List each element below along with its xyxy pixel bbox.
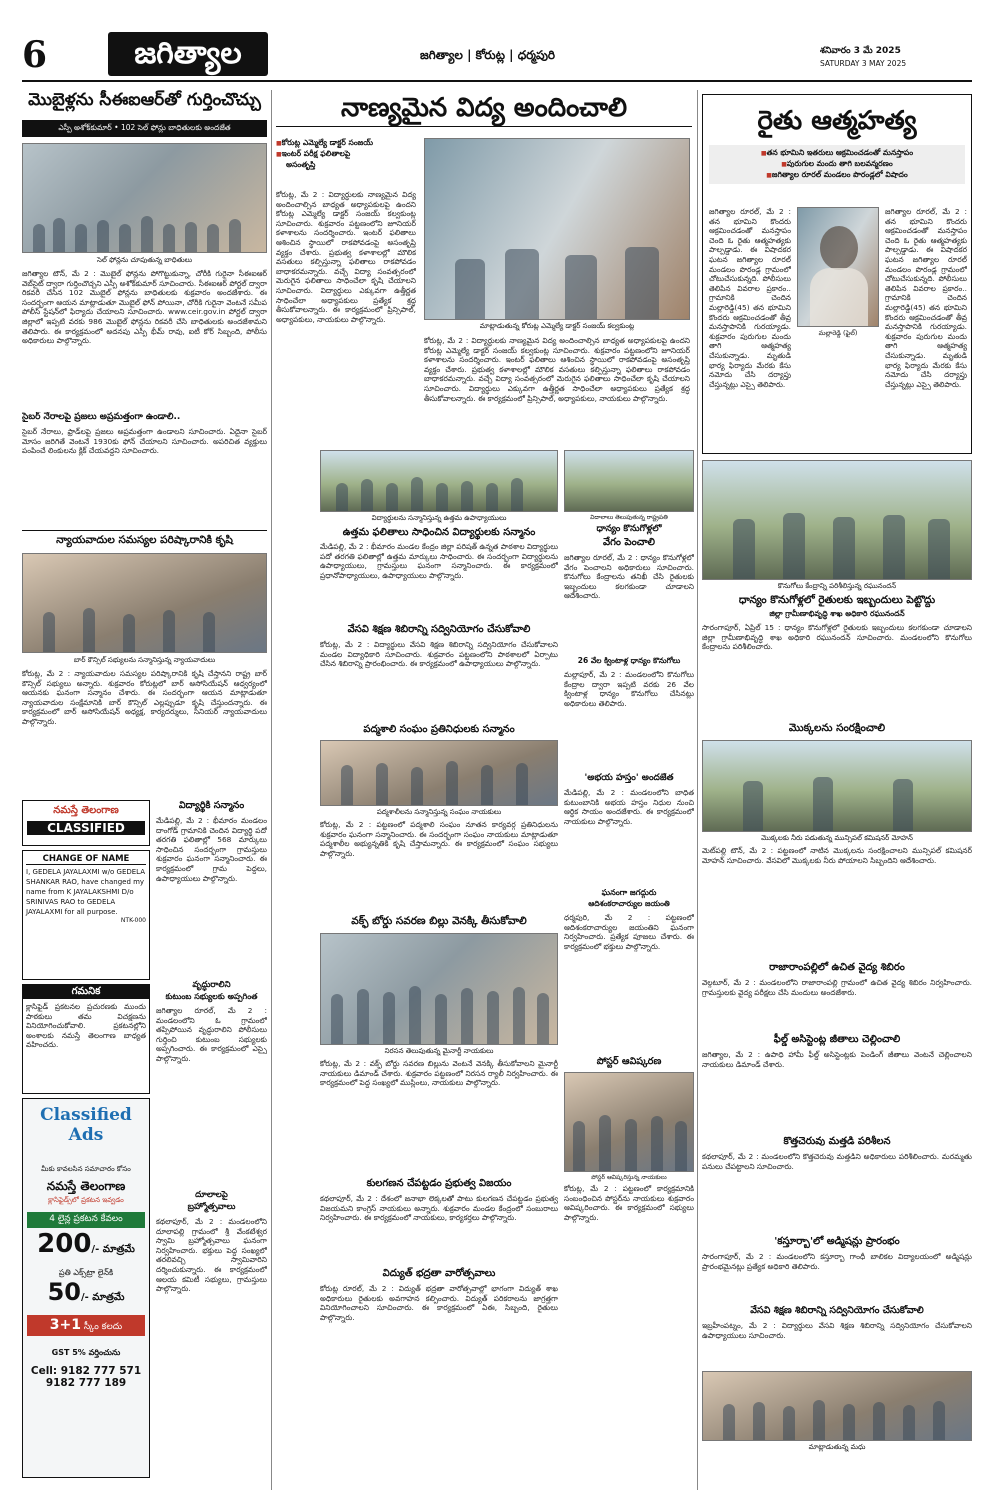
offer-value: 3+1 xyxy=(49,1317,82,1333)
main-headline: నాణ్యమైన విద్య అందించాలి xyxy=(276,90,692,127)
headline-toppers: ఉత్తమ ఫలితాలు సాధించిన విద్యార్థులకు సన్మానం xyxy=(342,527,536,538)
ads-logo: Classified Ads xyxy=(40,1105,132,1145)
district-name: జగిత్యాల xyxy=(134,36,242,71)
brief-3-body: కథలాపూర్, మే 2 : మండలంలోని దూలాపల్లి గ్రామంలో శ్రీ వేంకటేశ్వర స్వామి బ్రహ్మోత్సవాలు ఘనంగా నిర్వహించారు. భక్తులు పెద్ద సంఖ్యలో తరలివచ్చి స్వామివారిని దర్శించుకున్నారు. ఈ కార్యక్రమంలో ఆలయ కమిటీ సభ్యులు, గ్రామస్తులు పాల్గొన్నారు. xyxy=(156,1217,267,1294)
bullet-1: ■ తన భూమిని ఇతరులు ఆక్రమించడంతో మనస్తాపం xyxy=(715,148,959,159)
change-of-name-ad xyxy=(22,850,150,980)
body-shankaracharya: ధర్మపురి, మే 2 : పట్టణంలో ఆదిశంకరాచార్యుల జయంతిని ఘనంగా నిర్వహించారు. ప్రత్యేక పూజలు చేశారు. ఈ కార్యక్రమంలో భక్తులు పాల్గొన్నారు. xyxy=(564,913,694,951)
photo-caption-grain: విదాలాలు తెలుపుతున్న రాష్ట్రపతి xyxy=(590,514,668,521)
price-1 xyxy=(23,1230,149,1264)
body-lake: కథలాపూర్, మే 2 : మండలంలోని కొత్తచెరువు మత్తడిని అధికారులు పరిశీలించారు. మరమ్మతు పనులు చేపట్టాలని సూచించారు. xyxy=(702,1152,972,1171)
headline-grain: ధాన్యం కొనుగోళ్లలో xyxy=(596,524,662,534)
headline-padmashali: పద్మశాలి సంఘం ప్రతినిధులకు సన్మానం xyxy=(363,724,515,735)
gst-note: GST 5% వర్తించును xyxy=(51,1348,121,1357)
ads-brand: నమస్తే తెలంగాణ xyxy=(46,1179,126,1193)
price-2-suffix: /- మాత్రమే xyxy=(80,1292,125,1303)
price-line-2: ప్రతి ఎక్స్‌ట్రా లైన్‌కి xyxy=(58,1268,114,1277)
date-english: SATURDAY 3 MAY 2025 xyxy=(820,59,907,68)
article-mobiles xyxy=(22,90,267,530)
price-2 xyxy=(23,1279,149,1311)
farmer-bullets xyxy=(709,145,965,184)
body-caste-census: కథలాపూర్, మే 2 : దేశంలో జనాభా లెక్కలతో పాటు కులగణన చేపట్టడం ప్రభుత్వ విజయమని కాంగ్రెస్ నాయకులు అన్నారు. శుక్రవారం మండల కేంద్రంలో సంబురాలు నిర్వహించారు. ఈ కార్యక్రమంలో నాయకులు, కార్యకర్తలు పాల్గొన్నారు. xyxy=(320,1194,558,1223)
brief-2-subheadline: కుటుంబ సభ్యులకు అప్పగింత xyxy=(165,992,258,1001)
ads-line: క్లాసిఫైడ్స్‌లో ప్రకటన ఇవ్వడం xyxy=(48,1196,124,1204)
photo-caption: సెల్ ఫోన్లను చూపుతున్న బాధితులు xyxy=(96,256,193,264)
bullet-3: అసంతృప్తి xyxy=(286,160,316,169)
photo-grain xyxy=(564,450,694,512)
farmer-body-2: జగిత్యాల రూరల్, మే 2 : తన భూమిని కొందరు ఆక్రమించడంతో మనస్తాపం చెంది ఓ రైతు ఆత్మహత్యకు పాల్పడ్డాడు. ఈ విషాదకర ఘటన జగిత్యాల రూరల్ మండలం పొరండ్ల గ్రామంలో చోటుచేసుకున్నది. పోలీసులు తెలిపిన వివరాల ప్రకారం.. గ్రామానికి చెందిన మల్లారెడ్డి(45) తన భూమిని కొందరు ఆక్రమించడంతో తీవ్ర మనస్తాపానికి గురయ్యాడు. శుక్రవారం పురుగుల మందు తాగి ఆత్మహత్య చేసుకున్నాడు. మృతుడి భార్య ఫిర్యాదు మేరకు కేసు నమోదు చేసి దర్యాప్తు చేస్తున్నట్లు ఎస్సై తెలిపారు. xyxy=(885,207,967,389)
article-body: జగిత్యాల టౌన్, మే 2 : మొబైల్ ఫోన్లను పోగొట్టుకున్నా, చోరీకి గురైనా సీఈఐఆర్ వెబ్‌సైట్ ద్వారా గుర్తించొచ్చని ఎస్పీ అశోక్‌కుమార్ సూచించారు. సీఈఐఆర్ పోర్టల్ ద్వారా రికవరీ చేసిన 102 మొబైల్ ఫోన్లను బాధితులకు శుక్రవారం అందజేశారు. ఈ సందర్భంగా ఆయన మాట్లాడుతూ మొబైల్ ఫోన్ పోయినా, చోరీకి గురైనా వెంటనే సమీప పోలీస్ స్టేషన్‌లో ఫిర్యాదు చేయాలని సూచించారు. www.ceir.gov.in పోర్టల్ ద్వారా జిల్లాలో ఇప్పటి వరకు 986 మొబైల్ ఫోన్లను రికవరీ చేసి బాధితులకు అందజేశామని తెలిపారు. ఈ కార్యక్రమంలో అదనపు ఎస్పీ భీమ్ రావు, ఐటీ కోర్ సిబ్బంది, పోలీసు అధికారులు పాల్గొన్నారు. xyxy=(22,269,267,346)
headline: న్యాయవాదుల సమస్యల పరిష్కారానికి కృషి xyxy=(22,530,267,549)
headline-poster: పోస్టర్ ఆవిష్కరణ xyxy=(596,1056,662,1067)
headline-shankaracharya: ఘనంగా జగద్గురు xyxy=(601,888,657,897)
photo-plants xyxy=(702,740,972,832)
offer-suffix: స్కీం కలదు xyxy=(83,1322,123,1332)
headline-abhaya: 'అభయ హస్తం' అందజేత xyxy=(584,773,674,783)
body-grain: జగిత్యాల రూరల్, మే 2 : ధాన్యం కొనుగోళ్లలో వేగం పెంచాలని అధికారులు సూచించారు. కొనుగోలు కేంద్రాలను తనిఖీ చేసి రైతులకు ఇబ్బందులు కలగకుండా చూడాలని ఆదేశించారు. xyxy=(564,553,694,601)
con-title: CHANGE OF NAME xyxy=(26,854,146,865)
photo-victims xyxy=(22,143,267,253)
classified-label: CLASSIFIED xyxy=(27,821,145,835)
main-body-continued: కోరుట్ల, మే 2 : విద్యార్థులకు నాణ్యమైన విద్య అందించాల్సిన బాధ్యత అధ్యాపకులపై ఉందని కోరుట్ల ఎమ్మెల్యే డాక్టర్ సంజయ్ కల్వకుంట్ల సూచించారు. శుక్రవారం పట్టణంలోని జూనియర్ కళాశాలను సందర్శించారు. ఇంటర్ ఫలితాలు ఆశించిన స్థాయిలో రాకపోవడంపై అసంతృప్తి వ్యక్తం చేశారు. ప్రభుత్వ కళాశాలల్లో మౌలిక వసతులు కల్పిస్తున్నా ఫలితాలు రాకపోవడం బాధాకరమన్నారు. వచ్చే విద్యా సంవత్సరంలో మెరుగైన ఫలితాలు సాధించేలా కృషి చేయాలని సూచించారు. విద్యార్థులు ఎక్కువగా ఉత్తీర్ణత సాధించేలా అధ్యాపకులు ప్రత్యేక శ్రద్ధ తీసుకోవాలన్నారు. ఈ కార్యక్రమంలో ప్రిన్సిపాల్, అధ్యాపకులు, నాయకులు పాల్గొన్నారు. xyxy=(424,336,690,403)
price-line-1: 4 లైన్ల ప్రకటన కేవలం xyxy=(27,1212,145,1228)
column-4 xyxy=(564,450,694,1490)
photo-students xyxy=(320,450,558,512)
notice-box xyxy=(22,984,150,1094)
photo-caption-speech: మాట్లాడుతున్న మధు xyxy=(808,1443,866,1451)
photo-caption-plants: మొక్కలకు నీరు పడుతున్న మున్సిపల్ కమిషనర్ మోహన్ xyxy=(761,834,913,842)
brief-3-headline: దూలాలపై xyxy=(195,1190,228,1200)
body-electricity: కోరుట్ల రూరల్, మే 2 : విద్యుత్ భద్రతా వారోత్సవాల్లో భాగంగా విద్యుత్ శాఖ అధికారులు రైతులకు అవగాహన కల్పించారు. విద్యుత్ పరికరాలను జాగ్రత్తగా వినియోగించాలని సూచించారు. ఈ కార్యక్రమంలో ఏఈ, సిబ్బంది, రైతులు పాల్గొన్నారు. xyxy=(320,1284,558,1322)
column-divider xyxy=(697,90,698,1490)
price-2-value: 50 xyxy=(47,1278,81,1306)
photo-caption-waqf: నిరసన తెలుపుతున్న మైనార్టీ నాయకులు xyxy=(384,1047,494,1055)
body-poster: కోరుట్ల, మే 2 : పట్టణంలో కార్యక్రమానికి సంబంధించిన పోస్టర్‌ను నాయకులు శుక్రవారం ఆవిష్కరించారు. ఈ కార్యక్రమంలో సభ్యులు పాల్గొన్నారు. xyxy=(564,1184,694,1222)
subheadline-procurement: జిల్లా గ్రామీణాభివృద్ధి శాఖ అధికారి రఘునందన్ xyxy=(769,609,905,618)
farmer-photo-caption: మల్లారెడ్డి (ఫైల్) xyxy=(818,329,858,337)
headline-field-assistants: ఫీల్డ్ అసిస్టెంట్ల జీతాలు చెల్లించాలి xyxy=(773,1034,901,1045)
price-1-suffix: /- మాత్రమే xyxy=(91,1244,135,1255)
farmer-body-1: జగిత్యాల రూరల్, మే 2 : తన భూమిని కొందరు ఆక్రమించడంతో మనస్తాపం చెంది ఓ రైతు ఆత్మహత్యకు పాల్పడ్డాడు. ఈ విషాదకర ఘటన జగిత్యాల రూరల్ మండలం పొరండ్ల గ్రామంలో చోటుచేసుకున్నది. పోలీసులు తెలిపిన వివరాల ప్రకారం.. గ్రామానికి చెందిన మల్లారెడ్డి(45) తన భూమిని కొందరు ఆక్రమించడంతో తీవ్ర మనస్తాపానికి గురయ్యాడు. శుక్రవారం పురుగుల మందు తాగి ఆత్మహత్య చేసుకున్నాడు. మృతుడి భార్య ఫిర్యాదు మేరకు కేసు నమోదు చేసి దర్యాప్తు చేస్తున్నట్లు ఎస్సై తెలిపారు. xyxy=(709,207,791,389)
photo-caption-procurement: కొనుగోలు కేంద్రాన్ని పరిశీలిస్తున్న రఘునందన్ xyxy=(777,582,897,590)
column-5 xyxy=(702,460,972,1490)
masthead xyxy=(0,0,981,82)
farmer-photo xyxy=(797,207,879,327)
body-waqf: కోరుట్ల, మే 2 : వక్ఫ్ బోర్డు సవరణ బిల్లును వెంటనే వెనక్కి తీసుకోవాలని మైనార్టీ నాయకులు డిమాండ్ చేశారు. శుక్రవారం పట్టణంలో నిరసన ర్యాలీ నిర్వహించారు. ఈ కార్యక్రమంలో పెద్ద సంఖ్యలో ముస్లింలు, నాయకులు పాల్గొన్నారు. xyxy=(320,1059,558,1088)
main-body: కోరుట్ల, మే 2 : విద్యార్థులకు నాణ్యమైన విద్య అందించాల్సిన బాధ్యత అధ్యాపకులపై ఉందని కోరుట్ల ఎమ్మెల్యే డాక్టర్ సంజయ్ కల్వకుంట్ల సూచించారు. శుక్రవారం పట్టణంలోని జూనియర్ కళాశాలను సందర్శించారు. ఇంటర్ ఫలితాలు ఆశించిన స్థాయిలో రాకపోవడంపై అసంతృప్తి వ్యక్తం చేశారు. ప్రభుత్వ కళాశాలల్లో మౌలిక వసతులు కల్పిస్తున్నా ఫలితాలు రాకపోవడం బాధాకరమన్నారు. వచ్చే విద్యా సంవత్సరంలో మెరుగైన ఫలితాలు సాధించేలా కృషి చేయాలని సూచించారు. విద్యార్థులు ఎక్కువగా ఉత్తీర్ణత సాధించేలా అధ్యాపకులు ప్రత్యేక శ్రద్ధ తీసుకోవాలన్నారు. ఈ కార్యక్రమంలో ప్రిన్సిపాల్, అధ్యాపకులు, నాయకులు పాల్గొన్నారు. xyxy=(276,190,416,324)
headline-waqf: వక్ఫ్ బోర్డు సవరణ బిల్లు వెనక్కి తీసుకోవాలి xyxy=(351,915,527,927)
headline-shankaracharya-2: ఆదిశంకరాచార్యుల జయంతి xyxy=(588,899,670,908)
main-photo xyxy=(424,138,690,320)
section-subtitle: జగిత్యాల | కోరుట్ల | ధర్మపురి xyxy=(420,48,556,62)
bullet-2: ■ ఇంటర్ పరీక్ష ఫలితాలపై xyxy=(276,149,416,160)
classified-header xyxy=(22,800,150,846)
photo-advocates xyxy=(22,553,267,653)
headline-lake: కొత్తచెరువు మత్తడి పరిశీలన xyxy=(783,1136,891,1147)
main-story xyxy=(276,90,692,445)
subheading: సైబర్ నేరాలపై ప్రజలు అప్రమత్తంగా ఉండాలి.. xyxy=(22,412,181,422)
body-medical-camp: వెల్గటూర్, మే 2 : మండలంలోని రాజారాంపల్లి గ్రామంలో ఉచిత వైద్య శిబిరం నిర్వహించారు. గ్రామస్తులకు వైద్య పరీక్షలు చేసి మందులు అందజేశారు. xyxy=(702,978,972,997)
body-kasturba: సారంగాపూర్, మే 2 : మండలంలోని కస్తూర్బా గాంధీ బాలికల విద్యాలయంలో అడ్మిషన్లు ప్రారంభమైనట్లు ప్రత్యేక అధికారి తెలిపారు. xyxy=(702,1252,972,1271)
headline-procurement: ధాన్యం కొనుగోళ్లలో రైతులకు ఇబ్బందులు పెట్టొద్దు xyxy=(738,594,936,606)
classified-brand: నమస్తే తెలంగాణ xyxy=(53,805,119,816)
headline-plants: మొక్కలను సంరక్షించాలి xyxy=(788,722,886,734)
headline-summer-camp: వేసవి శిక్షణ శిబిరాన్ని సద్వినియోగం చేసుకోవాలి xyxy=(347,624,531,635)
offer xyxy=(27,1315,145,1336)
body-procurement: సారంగాపూర్, ఏప్రిల్ 15 : ధాన్యం కొనుగోళ్లలో రైతులకు ఇబ్బందులు కలగకుండా చూడాలని జిల్లా గ్రామీణాభివృద్ధి శాఖ అధికారి రఘునందన్ సూచించారు. మండలంలోని కొనుగోలు కేంద్రాలను పరిశీలించారు. xyxy=(702,623,972,652)
headline-26k: 26 వేల క్వింటాళ్ల ధాన్యం కొనుగోలు xyxy=(577,656,681,665)
photo-speech xyxy=(702,1371,972,1441)
notice-body: క్లాసిఫైడ్ ప్రకటనల ప్రచురణకు ముందు పాఠకులు తమ విచక్షణను వినియోగించుకోవాలి. ప్రకటనల్లోని అంశాలకు నమస్తే తెలంగాణ బాధ్యత వహించదు. xyxy=(26,1002,146,1050)
bullet-1: ■ కోరుట్ల ఎమ్మెల్యే డాక్టర్ సంజయ్ xyxy=(276,138,416,149)
photo-caption: బార్ కౌన్సిల్ సభ్యులను సన్మానిస్తున్న న్యాయవాదులు xyxy=(73,656,216,664)
classified-ads-promo xyxy=(22,1098,150,1478)
headline-farmer: రైతు ఆత్మహత్య xyxy=(757,106,917,136)
body-summer-camp: కోరుట్ల, మే 2 : విద్యార్థులు వేసవి శిక్షణ శిబిరాన్ని సద్వినియోగం చేసుకోవాలని మండల విద్యాధికారి సూచించారు. శుక్రవారం పట్టణంలోని పాఠశాలలో ఏర్పాటు చేసిన శిబిరాన్ని ప్రారంభించారు. ఈ కార్యక్రమంలో ఉపాధ్యాయులు పాల్గొన్నారు. xyxy=(320,640,558,669)
phone-2: 9182 777 189 xyxy=(45,1377,127,1389)
con-body: I, GEDELA JAYALAXMI w/o GEDELA SHANKAR RAO, have changed my name from K JAYALAKSHMI D/o SRINIVAS RAO to GEDELA JAYALAXMI for all purpose. xyxy=(26,868,146,916)
main-bullets xyxy=(276,138,416,171)
district-nameplate xyxy=(108,32,268,76)
date-telugu: శనివారం 3 మే 2025 xyxy=(820,46,901,56)
body-abhaya: మేడిపల్లి, మే 2 : మండలంలోని బాధిత కుటుంబానికి అభయ హస్తం నిధుల నుంచి ఆర్థిక సాయం అందజేశారు. ఈ కార్యక్రమంలో నాయకులు పాల్గొన్నారు. xyxy=(564,788,694,826)
photo-caption-padmashali: పద్మశాలీలను సన్మానిస్తున్న సంఘం నాయకులు xyxy=(376,808,502,816)
article-body: కోరుట్ల, మే 2 : న్యాయవాదుల సమస్యల పరిష్కారానికి కృషి చేస్తానని రాష్ట్ర బార్ కౌన్సిల్ సభ్యులు అన్నారు. శుక్రవారం కోరుట్లలో బార్ అసోసియేషన్ ఆధ్వర్యంలో ఆయనకు ఘనంగా సన్మానం చేశారు. ఈ సందర్భంగా ఆయన మాట్లాడుతూ న్యాయవాదుల సంక్షేమానికి బార్ కౌన్సిల్ ఎల్లప్పుడూ కృషి చేస్తుందన్నారు. ఈ కార్యక్రమంలో బార్ అసోసియేషన్ అధ్యక్ష, కార్యదర్శులు, సీనియర్ న్యాయవాదులు పాల్గొన్నారు. xyxy=(22,669,267,726)
phone-1: Cell: 9182 777 571 xyxy=(30,1365,142,1377)
classified-panel xyxy=(22,800,150,1490)
photo-procurement xyxy=(702,460,972,580)
price-1-value: 200 xyxy=(37,1229,92,1259)
article-advocates xyxy=(22,530,267,800)
photo-caption: విద్యార్థులను సన్మానిస్తున్న ఉత్తమ ఉపాధ్యాయులు xyxy=(371,514,507,522)
column-divider xyxy=(271,90,272,1490)
body-plants: మెట్‌పల్లి టౌన్, మే 2 : పట్టణంలో నాటిన మొక్కలను సంరక్షించాలని మున్సిపల్ కమిషనర్ మోహన్ సూచించారు. వేసవిలో మొక్కలకు నీరు పోయాలని సిబ్బందిని ఆదేశించారు. xyxy=(702,846,972,865)
headline-kasturba: 'కస్తూర్బా'లో అడ్మిషన్లు ప్రారంభం xyxy=(774,1236,900,1247)
brief-3-subheadline: బ్రహ్మోత్సవాలు xyxy=(187,1202,236,1212)
bullet-2: ■ పురుగుల మందు తాగి బలవన్మరణం xyxy=(715,159,959,170)
photo-caption-poster: పోస్టర్ ఆవిష్కరిస్తున్న నాయకులు xyxy=(591,1174,667,1181)
headline-summer-camp-2: వేసవి శిక్షణ శిబిరాన్ని సద్వినియోగం చేసుకోవాలి xyxy=(750,1305,924,1316)
headline: మొబైళ్లను సీఈఐఆర్‌తో గుర్తించొచ్చు xyxy=(28,90,261,110)
bullet-3: ■ జగిత్యాల రూరల్ మండలం పొరండ్లలో విషాదం xyxy=(715,170,959,181)
body-padmashali: కోరుట్ల, మే 2 : పట్టణంలో పద్మశాలి సంఘం నూతన కార్యవర్గ ప్రతినిధులను శుక్రవారం ఘనంగా సన్మానించారు. ఈ సందర్భంగా సంఘం నాయకులు మాట్లాడుతూ పద్మశాలీల అభ్యున్నతికి కృషి చేస్తామన్నారు. ఈ కార్యక్రమంలో సంఘం సభ్యులు పాల్గొన్నారు. xyxy=(320,820,558,858)
bullet-strip: ఎస్పీ అశోక్‌కుమార్ • 102 సెల్ ఫోన్లు బాధితులకు అందజేత xyxy=(22,120,267,137)
photo-padmashali xyxy=(320,740,558,806)
headline-grain-2: వేగం పెంచాలి xyxy=(602,537,656,548)
body-toppers: మేడిపల్లి, మే 2 : భీమారం మండల కేంద్రం జిల్లా పరిషత్ ఉన్నత పాఠశాల విద్యార్థులు పదో తరగతి ఫలితాల్లో ఉత్తమ మార్కులు సాధించారు. ఈ సందర్భంగా విద్యార్థులను ఉపాధ్యాయులు, గ్రామస్తులు ఘనంగా సన్మానించారు. ఈ కార్యక్రమంలో ప్రధానోపాధ్యాయులు, ఉపాధ్యాయులు పాల్గొన్నారు. xyxy=(320,542,558,580)
story-toppers xyxy=(320,450,558,1490)
brief-2-body: జగిత్యాల రూరల్, మే 2 : మండలంలోని ఓ గ్రామంలో తప్పిపోయిన వృద్ధురాలిని పోలీసులు గుర్తించి కుటుంబ సభ్యులకు అప్పగించారు. ఈ కార్యక్రమంలో ఎస్సై పాల్గొన్నారు. xyxy=(156,1006,267,1063)
body-field-assistants: జగిత్యాల, మే 2 : ఉపాధి హామీ ఫీల్డ్ అసిస్టెంట్లకు పెండింగ్ జీతాలు వెంటనే చెల్లించాలని నాయకులు డిమాండ్ చేశారు. xyxy=(702,1050,972,1069)
article-body-2: సైబర్ నేరాలు, ఫ్రాడ్‌లపై ప్రజలు అప్రమత్తంగా ఉండాలని సూచించారు. ఏదైనా సైబర్ మోసం జరిగితే వెంటనే 1930కు ఫోన్ చేయాలని సూచించారు. అపరిచిత వ్యక్తులు పంపించే లింకులను క్లిక్ చేయవద్దని సూచించారు. xyxy=(22,427,267,456)
briefs-column xyxy=(156,800,267,1490)
farmer-suicide-story xyxy=(702,94,972,454)
photo-waqf-protest xyxy=(320,933,558,1045)
brief-1-headline: విద్యార్థికి సన్మానం xyxy=(178,800,245,811)
masthead-rule xyxy=(22,80,972,82)
brief-2-headline: వృద్ధురాలిని xyxy=(192,980,231,990)
notice-title: గమనిక xyxy=(23,985,149,999)
brief-1-body: మేడిపల్లి, మే 2 : భీమారం మండలం దాంగోడ్ గ్రామానికి చెందిన విద్యార్థి పదో తరగతి ఫలితాల్లో 568 మార్కులు సాధించిన సందర్భంగా గ్రామస్తులు శుక్రవారం ఘనంగా సన్మానించారు. ఈ కార్యక్రమంలో గ్రామ పెద్దలు, ఉపాధ్యాయులు పాల్గొన్నారు. xyxy=(156,816,267,883)
photo-poster xyxy=(564,1072,694,1172)
body-26k: మల్లాపూర్, మే 2 : మండలంలోని కొనుగోలు కేంద్రాల ద్వారా ఇప్పటి వరకు 26 వేల క్వింటాళ్ల ధాన్యం కొనుగోలు చేసినట్లు అధికారులు తెలిపారు. xyxy=(564,670,694,708)
headline-caste-census: కులగణన చేపట్టడం ప్రభుత్వ విజయం xyxy=(366,1178,512,1189)
headline-electricity: విద్యుత్ భద్రతా వారోత్సవాలు xyxy=(382,1268,496,1279)
headline-medical-camp: రాజారాంపల్లిలో ఉచిత వైద్య శిబిరం xyxy=(769,962,905,973)
ads-tagline: మీకు కావలసిన సమాచారం కోసం xyxy=(41,1165,131,1173)
con-ref: NTK-000 xyxy=(120,917,146,924)
page-number: 6 xyxy=(22,34,48,76)
body-summer-camp-2: ఇబ్రహీంపట్నం, మే 2 : విద్యార్థులు వేసవి శిక్షణ శిబిరాన్ని సద్వినియోగం చేసుకోవాలని ఉపాధ్యాయులు సూచించారు. xyxy=(702,1321,972,1340)
main-photo-caption: మాట్లాడుతున్న కోరుట్ల ఎమ్మెల్యే డాక్టర్ సంజయ్ కల్వకుంట్ల xyxy=(479,322,635,330)
